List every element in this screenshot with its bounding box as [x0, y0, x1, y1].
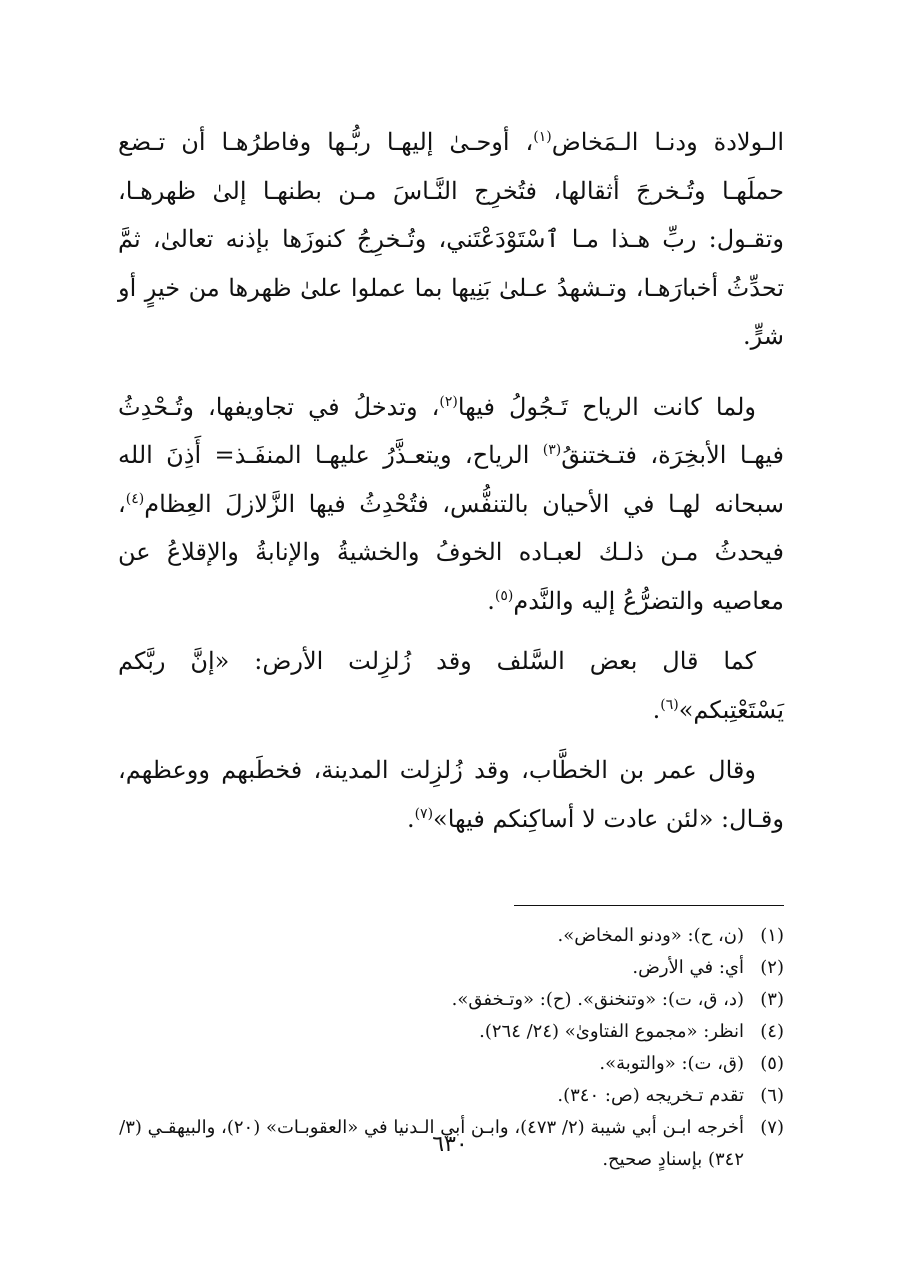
footnote-item [118, 1080, 784, 1112]
paragraph-text: الـولادة ودنـا الـمَخاض [551, 128, 785, 156]
paragraph-text: كما قال بعض السَّلف وقد زُلزِلت الأرض: «إنَّ ربَّكم يَسْتَعْتِبكم» [118, 647, 784, 724]
footnote-number: (١) [760, 925, 784, 946]
footnote-text: تقدم تـخريجه (ص: ٣٤٠). [557, 1085, 744, 1106]
paragraph-text: . [406, 804, 415, 833]
footnote-ref-3: (٣) [542, 442, 562, 458]
footnote-divider [514, 905, 784, 906]
footnote-ref-6: (٦) [660, 696, 679, 713]
paragraph-text: ولما كانت الرياح تَـجُولُ فيها [457, 392, 756, 421]
page-content [118, 118, 784, 1176]
footnote-text: (ق، ت): «والتوبة». [599, 1053, 744, 1074]
footnote-item [118, 952, 784, 984]
paragraph-winds [118, 383, 784, 626]
footnote-item [118, 1048, 784, 1080]
footnote-number: (٣) [760, 989, 784, 1010]
footnote-number: (٢) [760, 957, 784, 978]
footnote-ref-1: (١) [533, 129, 552, 145]
paragraph-text: . [487, 586, 495, 615]
footnote-text: أي: في الأرض. [632, 957, 744, 978]
paragraph-text: ، فيحدثُ مـن ذلـك لعبـاده الخوفُ والخشيةُ والإنابةُ والإقلاعُ عن معاصيه والتضرُّعُ إليه والنَّدم [118, 489, 784, 615]
paragraph-umar-quote [118, 746, 784, 843]
footnote-ref-7: (٧) [414, 805, 434, 822]
footnote-text: (ن، ح): «ودنو المخاض». [557, 925, 744, 946]
footnote-number: (٥) [760, 1053, 784, 1074]
footnote-number: (٦) [760, 1085, 784, 1106]
footnote-item [118, 1016, 784, 1048]
footnote-ref-4: (٤) [125, 490, 145, 507]
paragraph-salaf-quote [118, 637, 784, 734]
footnote-ref-5: (٥) [494, 587, 514, 604]
footnote-item [118, 920, 784, 952]
footnote-number: (٧) [760, 1117, 784, 1138]
footnote-text: (د، ق، ت): «وتنخنق». (ح): «وتـخفق». [451, 989, 744, 1010]
footnote-ref-2: (٢) [439, 393, 458, 410]
footnote-number: (٤) [760, 1021, 784, 1042]
paragraph-text: ، أوحـىٰ إليهـا ربُّـها وفاطرُهـا أن تـضع حملَهـا وتُـخرجَ أثقالها، فتُخرِج النَّـاسَ مـن بطنهـا إلىٰ ظهرهـا، وتقـول: ربِّ هـذا مـا ٱسْتَوْدَعْتَني، وتُـخرِجُ كنوزَها بإذنه تعالىٰ، ثمَّ تحدِّثُ أخبارَهـا، وتـشهدُ عـلىٰ بَنِيها بما عملوا علىٰ ظهرها من خيرٍ أو شرٍّ. [118, 128, 784, 350]
footnote-text: انظر: «مجموع الفتاوىٰ» (٢٤/ ٢٦٤). [479, 1021, 744, 1042]
footnote-text: أخرجه ابـن أبي شيبة (٢/ ٤٧٣)، وابـن أبي الـدنيا في «العقوبـات» (٢٠)، والبيهقـي (٣/ ٣٤٢) بإسنادٍ صحيح. [119, 1117, 744, 1170]
footnote-item [118, 984, 784, 1016]
page-number: ٦٣٠ [432, 1132, 468, 1157]
paragraph-text: . [652, 695, 661, 724]
paragraph-continuation [118, 118, 784, 361]
paragraph-text: الرياح، ويتعـذَّرُ عليهـا المنفَـذ= أَذِنَ الله سبحانه لهـا في الأحيان بالتنفُّس، فتُحْدِثُ فيها الزَّلازلَ العِظام [118, 441, 784, 518]
paragraph-text: وقال عمر بن الخطَّاب، وقد زُلزِلت المدينة، فخطَبهم ووعظهم، وقـال: «لئن عادت لا أساكِنكم فيها» [118, 756, 784, 833]
paragraph-text: ، وتدخلُ في تجاويفها، وتُـحْدِثُ فيهـا الأبخِرَة، فتـختنقُ [118, 392, 784, 469]
